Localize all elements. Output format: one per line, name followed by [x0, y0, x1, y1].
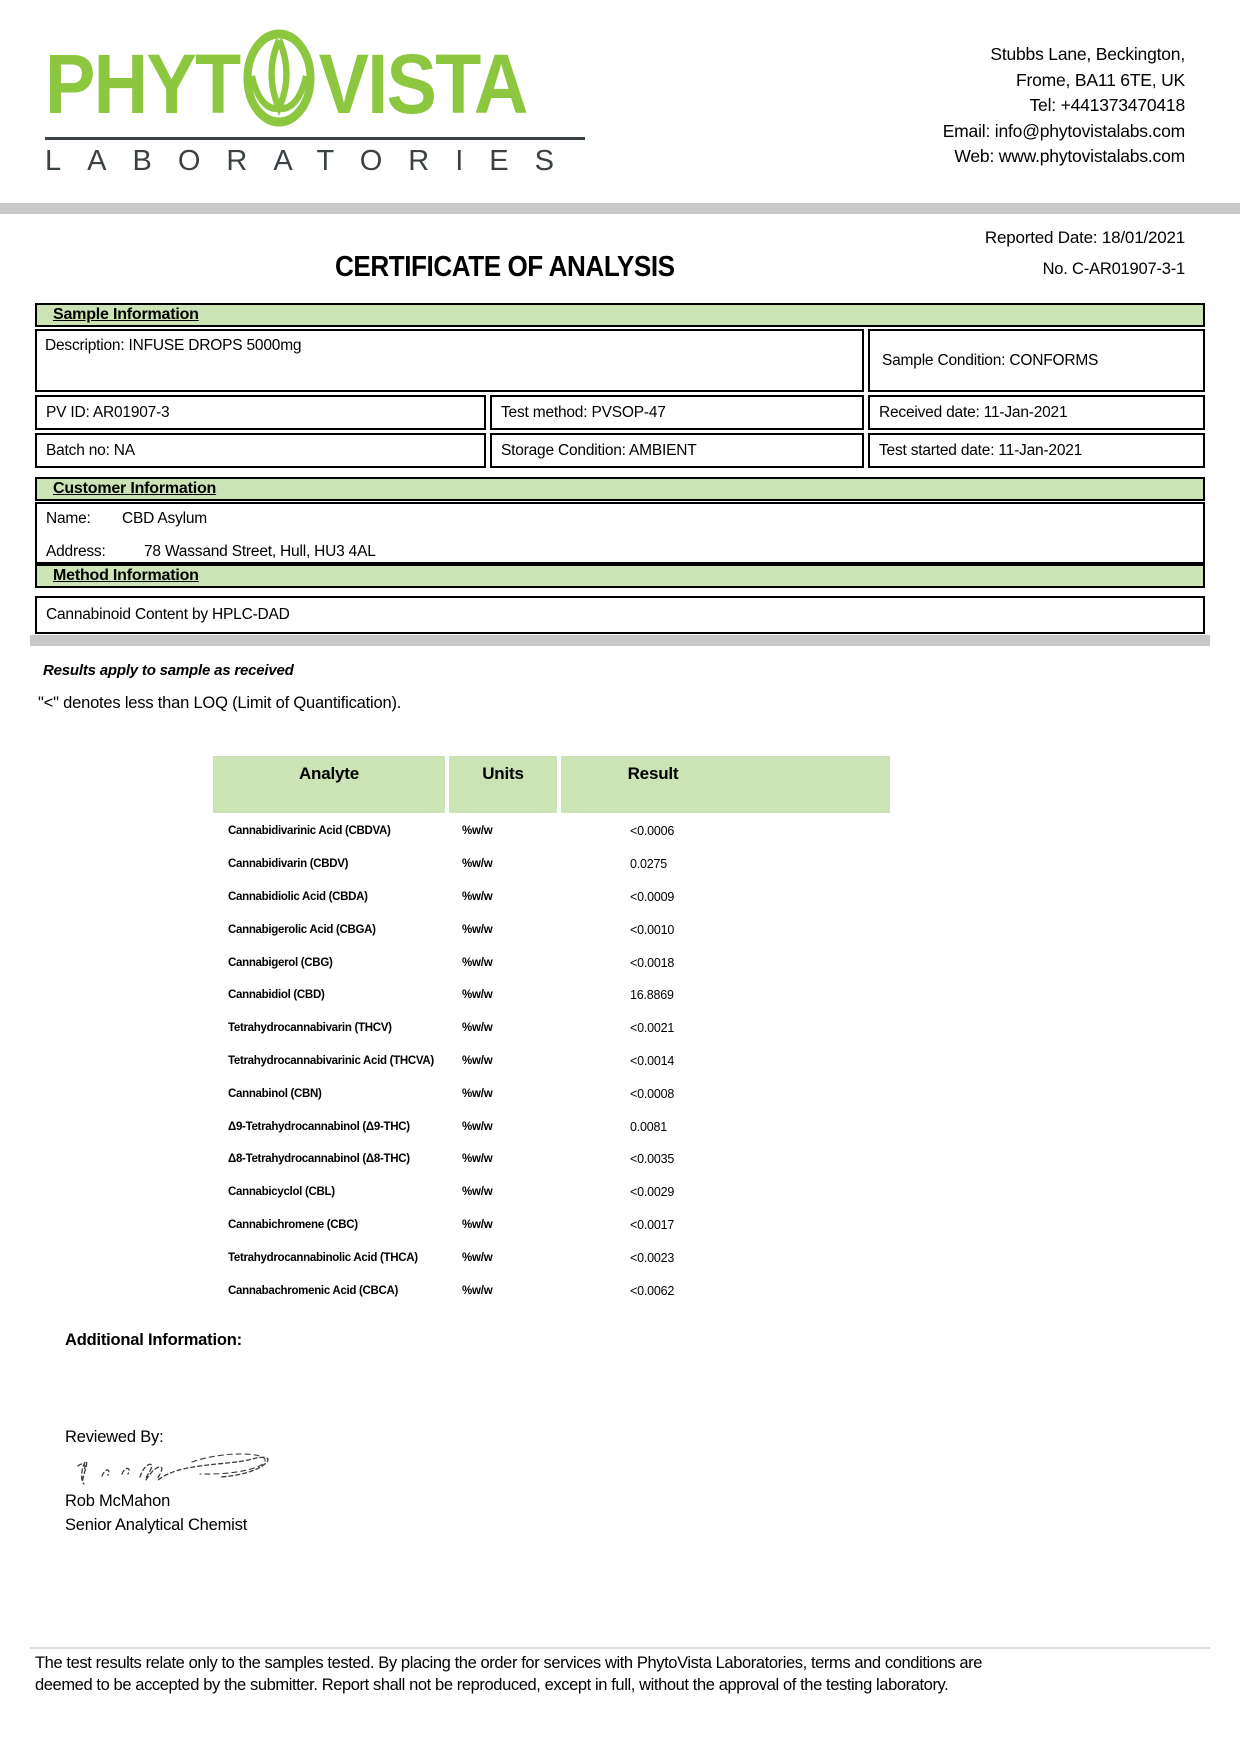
table-row: [213, 1012, 890, 1045]
reviewed-by-label: Reviewed By:: [65, 1428, 164, 1446]
result-value: 0.0081: [630, 1119, 668, 1134]
pv-id-cell: PV ID: AR01907-3: [35, 395, 486, 430]
footer-disclaimer-line1: The test results relate only to the samples tested. By placing the order for services with PhytoVista Laboratories, terms and conditions are: [35, 1654, 983, 1672]
batch-no-cell: Batch no: NA: [35, 433, 486, 468]
table-row: [213, 979, 890, 1012]
table-row: [213, 1209, 890, 1242]
analyte-name: Cannabidiol (CBD): [228, 989, 325, 1002]
test-method-cell: Test method: PVSOP-47: [490, 395, 864, 430]
results-table: [213, 756, 890, 1307]
customer-information-title: Customer Information: [53, 480, 217, 497]
description-cell: Description: INFUSE DROPS 5000mg: [35, 329, 864, 392]
leaf-lotus-icon: [241, 28, 317, 141]
units-value: %w/w: [462, 1186, 493, 1199]
results-table-header: [213, 756, 890, 813]
result-value: 16.8869: [630, 988, 674, 1003]
customer-name-label: Name:: [46, 510, 91, 527]
footer-divider-rule: [30, 1647, 1210, 1649]
analyte-name: Cannabidivarin (CBDV): [228, 858, 349, 871]
page-title: CERTIFICATE OF ANALYSIS: [335, 251, 675, 283]
results-table-body: [213, 815, 890, 1307]
analyte-name: Cannabidivarinic Acid (CBDVA): [228, 825, 391, 838]
units-value: %w/w: [462, 1087, 493, 1100]
units-value: %w/w: [462, 1153, 493, 1166]
logo-subtitle: LABORATORIES: [45, 145, 580, 177]
result-value: <0.0008: [630, 1086, 675, 1101]
result-value: <0.0009: [630, 889, 675, 904]
table-row: [213, 1143, 890, 1176]
footer-disclaimer-line2: deemed to be accepted by the submitter. Report shall not be reproduced, except in full, without the approval of the testing laboratory.: [35, 1676, 949, 1694]
sample-information-title: Sample Information: [53, 306, 199, 323]
table-row: [213, 946, 890, 979]
analyte-name: Cannabigerolic Acid (CBGA): [228, 923, 376, 936]
sample-received-note: Results apply to sample as received: [43, 662, 294, 679]
column-header-result: Result: [561, 756, 890, 813]
method-information-header: [35, 564, 1205, 588]
result-value: <0.0062: [630, 1283, 675, 1298]
table-row: [213, 1241, 890, 1274]
contact-email: Email: info@phytovistalabs.com: [942, 120, 1185, 141]
sample-info-row-description: [35, 329, 1205, 392]
customer-address-line: [46, 543, 1203, 561]
result-value: <0.0014: [630, 1053, 675, 1068]
customer-name-value: CBD Asylum: [122, 510, 207, 527]
table-row: [213, 913, 890, 946]
result-value: <0.0018: [630, 955, 675, 970]
received-date-cell: Received date: 11-Jan-2021: [868, 395, 1205, 430]
analyte-name: Cannabinol (CBN): [228, 1087, 322, 1100]
analyte-name: Cannabigerol (CBG): [228, 956, 333, 969]
units-value: %w/w: [462, 956, 493, 969]
additional-information-label: Additional Information:: [65, 1331, 242, 1349]
footer-disclaimer: [35, 1652, 982, 1696]
units-value: %w/w: [462, 1218, 493, 1231]
analyte-name: Δ8-Tetrahydrocannabinol (Δ8-THC): [228, 1153, 410, 1166]
reviewer-title: Senior Analytical Chemist: [65, 1516, 248, 1534]
test-started-date-cell: Test started date: 11-Jan-2021: [868, 433, 1205, 468]
result-value: <0.0006: [630, 824, 675, 839]
table-row: [213, 1176, 890, 1209]
sample-info-row-ids: [35, 395, 1205, 430]
loq-note: "<" denotes less than LOQ (Limit of Quantification).: [38, 694, 402, 712]
units-value: %w/w: [462, 1022, 493, 1035]
method-cell: Cannabinoid Content by HPLC-DAD: [35, 596, 1205, 634]
result-value: <0.0035: [630, 1152, 675, 1167]
reported-date: Reported Date: 18/01/2021: [984, 228, 1185, 247]
table-row: [213, 1045, 890, 1078]
column-header-analyte: Analyte: [213, 756, 445, 813]
units-value: %w/w: [462, 1054, 493, 1067]
analyte-name: Cannabidiolic Acid (CBDA): [228, 890, 368, 903]
contact-address-line2: Frome, BA11 6TE, UK: [1016, 69, 1185, 90]
units-value: %w/w: [462, 825, 493, 838]
result-value: <0.0023: [630, 1250, 675, 1265]
customer-address-value: 78 Wassand Street, Hull, HU3 4AL: [144, 543, 376, 560]
logo-text-left: PHYT: [45, 37, 240, 131]
logo-wordmark: [45, 34, 549, 134]
units-value: %w/w: [462, 1251, 493, 1264]
result-value: <0.0029: [630, 1185, 675, 1200]
result-value: <0.0017: [630, 1217, 675, 1232]
sample-condition-cell: Sample Condition: CONFORMS: [868, 329, 1205, 392]
customer-information-header: [35, 477, 1205, 501]
phytovista-logo: [45, 34, 605, 176]
units-value: %w/w: [462, 989, 493, 1002]
logo-text-right: VISTA: [318, 37, 527, 131]
section-divider-bar: [30, 635, 1210, 646]
units-value: %w/w: [462, 1284, 493, 1297]
units-value: %w/w: [462, 890, 493, 903]
units-value: %w/w: [462, 858, 493, 871]
analyte-name: Cannabicyclol (CBL): [228, 1186, 335, 1199]
analyte-name: Tetrahydrocannabivarin (THCV): [228, 1022, 392, 1035]
analyte-name: Tetrahydrocannabivarinic Acid (THCVA): [228, 1054, 434, 1067]
table-row: [213, 1274, 890, 1307]
signature: [72, 1448, 282, 1497]
result-value: <0.0010: [630, 922, 675, 937]
lab-contact-block: [943, 42, 1185, 170]
customer-name-line: [46, 510, 1203, 528]
analyte-name: Δ9-Tetrahydrocannabinol (Δ9-THC): [228, 1120, 410, 1133]
result-value: <0.0021: [630, 1021, 675, 1036]
units-value: %w/w: [462, 923, 493, 936]
table-row: [213, 881, 890, 914]
customer-address-label: Address:: [46, 543, 106, 560]
sample-information-header: [35, 303, 1205, 327]
analyte-name: Cannabichromene (CBC): [228, 1218, 358, 1231]
header-divider-bar: [0, 203, 1240, 214]
info-tables: [35, 303, 1205, 634]
column-header-units: Units: [449, 756, 557, 813]
units-value: %w/w: [462, 1120, 493, 1133]
method-information-title: Method Information: [53, 567, 199, 584]
table-row: [213, 815, 890, 848]
table-row: [213, 848, 890, 881]
contact-address-line1: Stubbs Lane, Beckington,: [990, 44, 1185, 64]
storage-condition-cell: Storage Condition: AMBIENT: [490, 433, 864, 468]
result-value: 0.0275: [630, 857, 668, 872]
sample-info-row-batch: [35, 433, 1205, 468]
reviewer-name: Rob McMahon: [65, 1492, 171, 1510]
table-row: [213, 1110, 890, 1143]
table-row: [213, 1077, 890, 1110]
analyte-name: Tetrahydrocannabinolic Acid (THCA): [228, 1251, 418, 1264]
analyte-name: Cannabachromenic Acid (CBCA): [228, 1284, 399, 1297]
contact-web: Web: www.phytovistalabs.com: [954, 146, 1185, 166]
report-number: No. C-AR01907-3-1: [1042, 260, 1185, 278]
contact-phone: Tel: +441373470418: [1029, 95, 1185, 115]
customer-info-cell: [35, 502, 1205, 564]
